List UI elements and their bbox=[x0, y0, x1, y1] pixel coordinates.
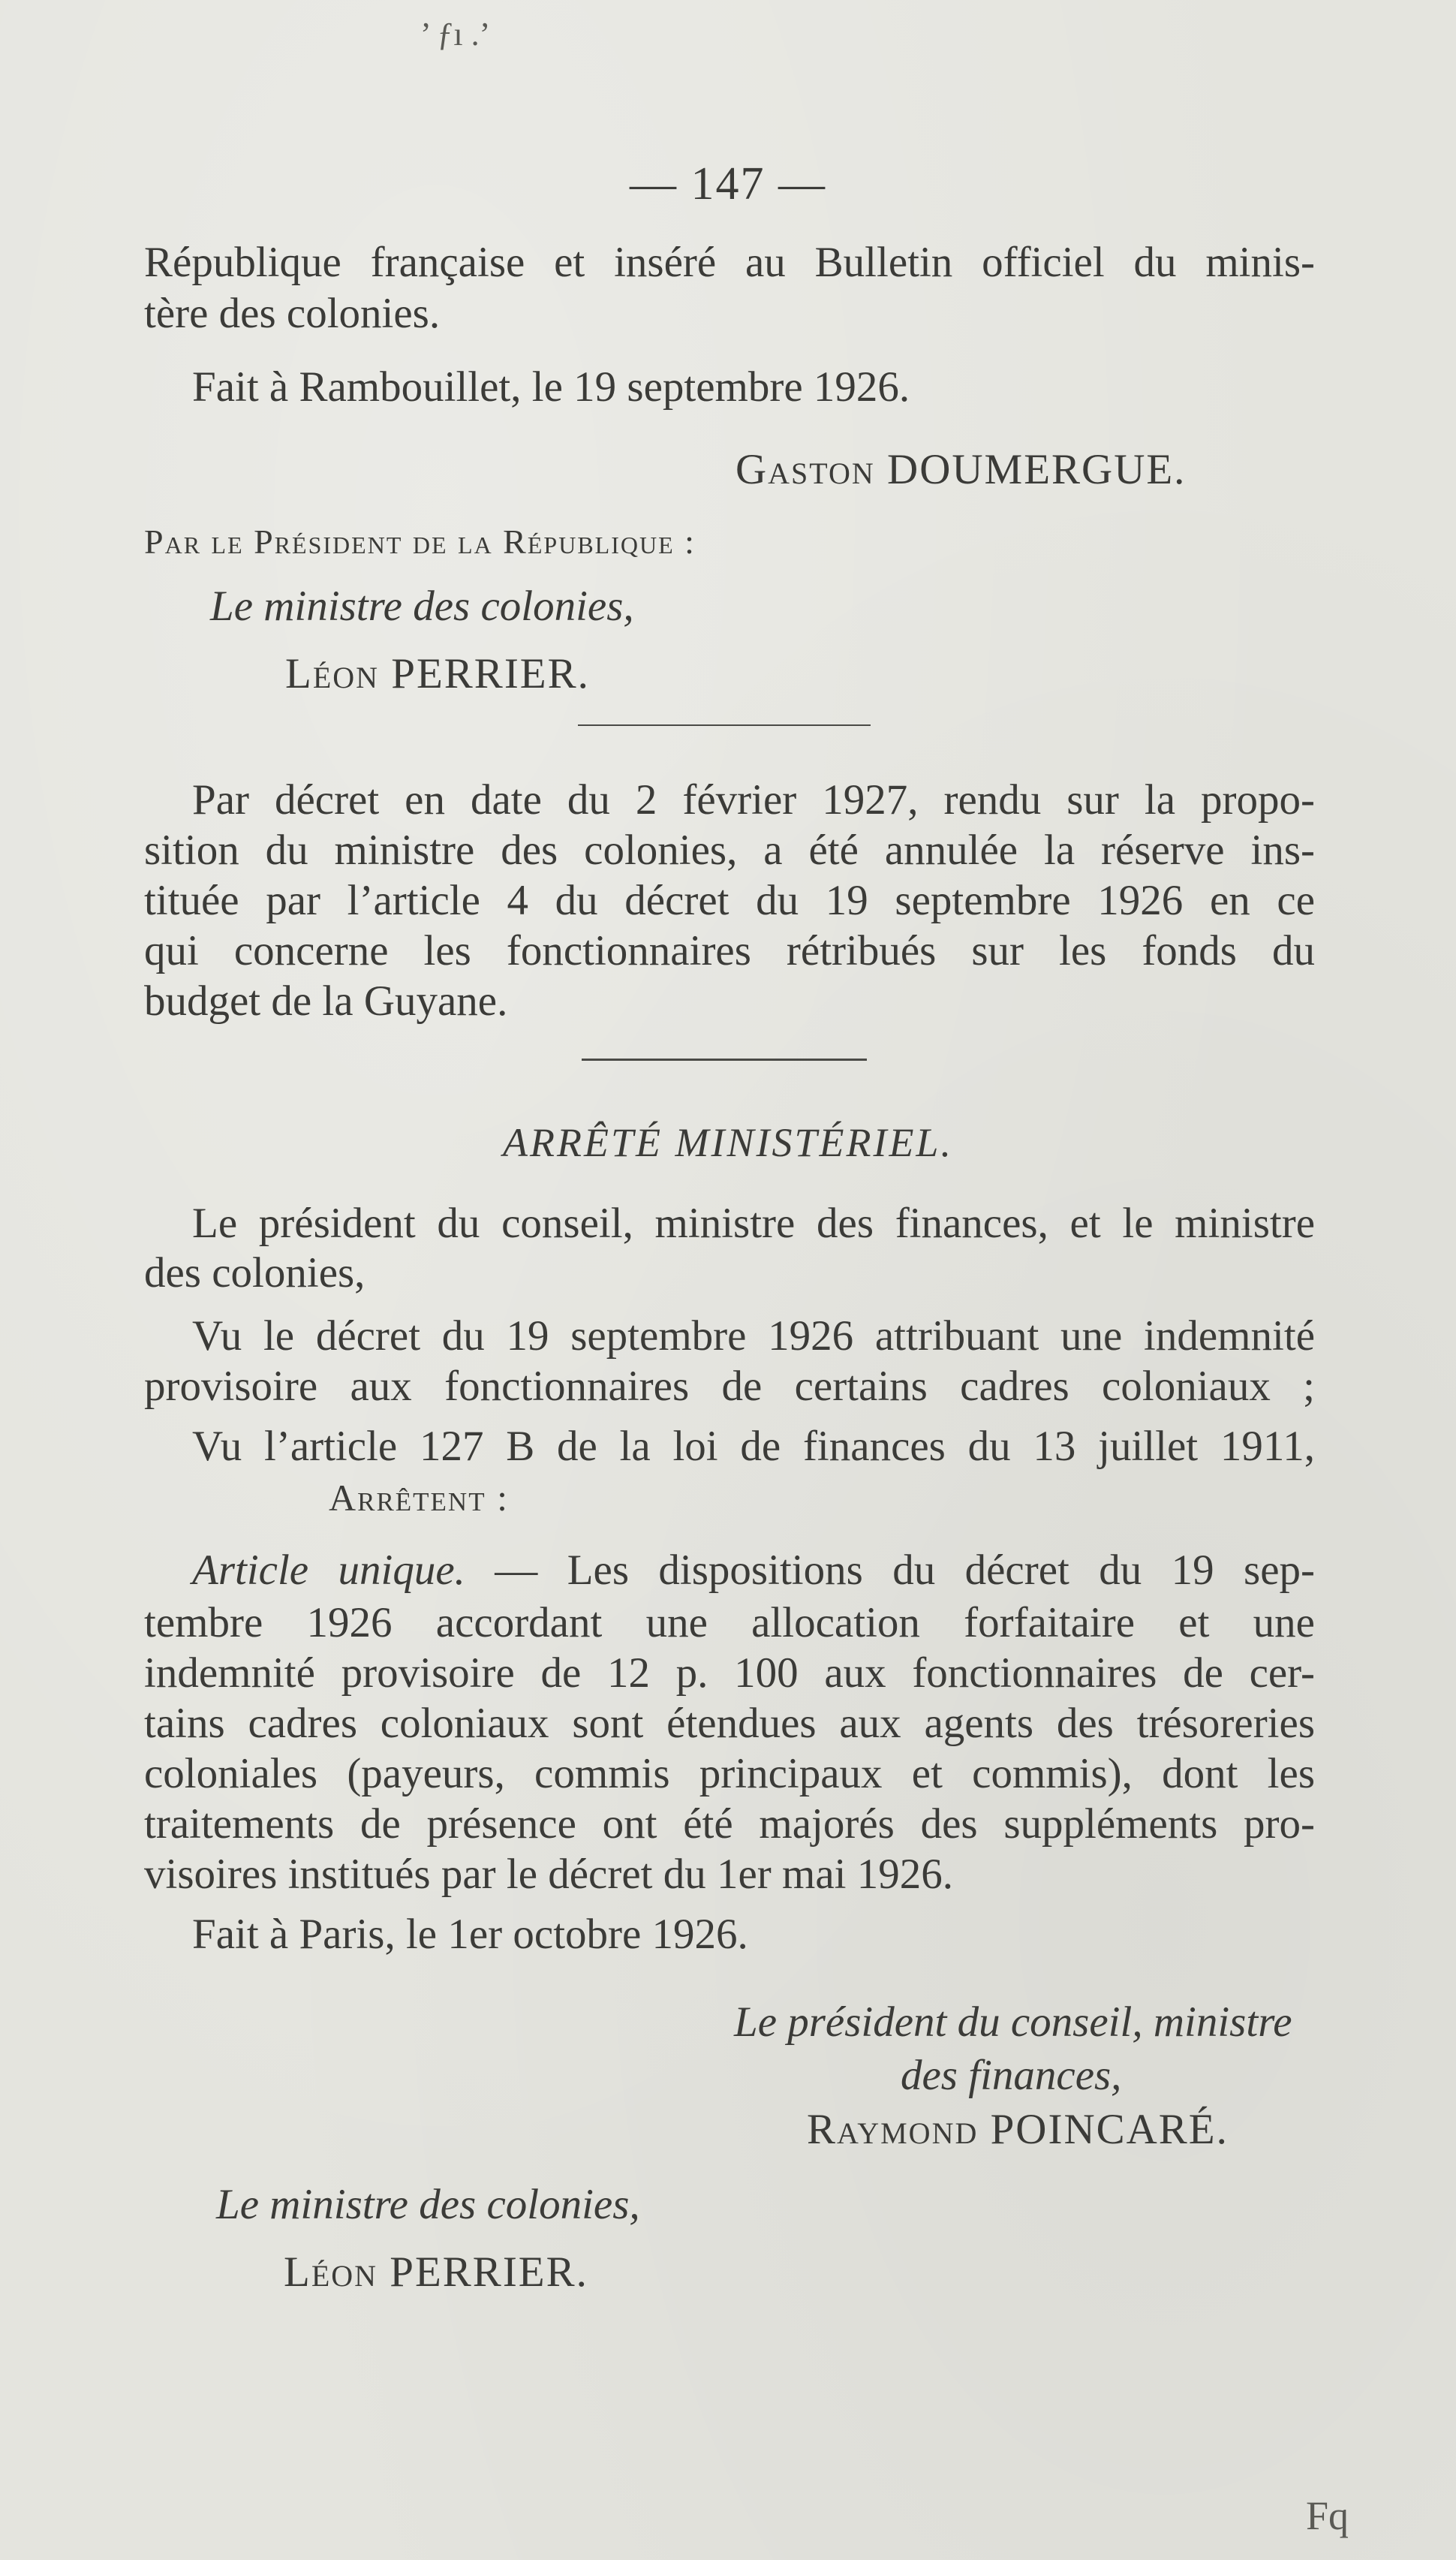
separator-rule-1 bbox=[578, 724, 871, 726]
arrete-line-5: Vu l’article 127 B de la loi de finances du 13 juillet 1911, bbox=[192, 1423, 1315, 1470]
article-line-5: coloniales (payeurs, commis principaux et commis), dont les bbox=[144, 1750, 1315, 1797]
arrete-line-2: des colonies, bbox=[144, 1249, 366, 1297]
block2-line-3: tituée par l’article 4 du décret du 19 septembre 1926 en ce bbox=[144, 877, 1315, 924]
page-bottom-mark: Fq bbox=[1306, 2493, 1349, 2538]
article-line-3: indemnité provisoire de 12 p. 100 aux fonctionnaires de cer- bbox=[144, 1649, 1315, 1697]
block1-minister-title: Le ministre des colonies, bbox=[210, 583, 634, 630]
block2-line-2: sition du ministre des colonies, a été annulée la réserve ins- bbox=[144, 827, 1315, 874]
block1-by-president: Par le Président de la République : bbox=[144, 523, 696, 561]
arrete-line-4: provisoire aux fonctionnaires de certains cadres coloniaux ; bbox=[144, 1363, 1315, 1410]
arrete-line-3: Vu le décret du 19 septembre 1926 attribuant une indemnité bbox=[192, 1312, 1315, 1360]
arrete-arretent: Arrêtent : bbox=[329, 1477, 509, 1519]
block1-minister-name: Léon PERRIER. bbox=[285, 650, 590, 697]
block2-line-5: budget de la Guyane. bbox=[144, 977, 508, 1025]
signatory2-name: Léon PERRIER. bbox=[284, 2248, 588, 2296]
signatory1-title-line2: des finances, bbox=[901, 2052, 1122, 2099]
block2-line-1: Par décret en date du 2 février 1927, rendu sur la propo- bbox=[192, 776, 1315, 824]
article-line-6: traitements de présence ont été majorés des suppléments pro- bbox=[144, 1800, 1315, 1848]
block1-signature: Gaston DOUMERGUE. bbox=[736, 446, 1187, 493]
block1-line-1: République française et inséré au Bulletin officiel du minis- bbox=[144, 239, 1315, 286]
article-line-4: tains cadres coloniaux sont étendues aux agents des trésoreries bbox=[144, 1700, 1315, 1747]
article-first-line bbox=[192, 1547, 1315, 1595]
article-line-2: tembre 1926 accordant une allocation forfaitaire et une bbox=[144, 1599, 1315, 1646]
block1-dated: Fait à Rambouillet, le 19 septembre 1926. bbox=[192, 363, 910, 411]
separator-rule-2 bbox=[582, 1059, 867, 1061]
arrete-dated: Fait à Paris, le 1er octobre 1926. bbox=[192, 1911, 748, 1958]
article-first-line-text: — Les dispositions du décret du 19 sep- bbox=[465, 1547, 1315, 1594]
article-line-7: visoires institués par le décret du 1er mai 1926. bbox=[144, 1851, 953, 1898]
signatory2-title: Le ministre des colonies, bbox=[216, 2181, 640, 2228]
block1-line-2: tère des colonies. bbox=[144, 290, 441, 337]
page-top-mark: ’ ƒı .’ bbox=[420, 16, 491, 53]
block2-line-4: qui concerne les fonctionnaires rétribués sur les fonds du bbox=[144, 927, 1315, 974]
page-number: — 147 — bbox=[630, 158, 826, 209]
article-label: Article unique. bbox=[192, 1547, 465, 1594]
arrete-line-1: Le président du conseil, ministre des finances, et le ministre bbox=[192, 1200, 1315, 1247]
signatory1-name: Raymond POINCARÉ. bbox=[807, 2106, 1229, 2153]
arrete-heading: ARRÊTÉ MINISTÉRIEL. bbox=[503, 1120, 953, 1165]
signatory1-title-line1: Le président du conseil, ministre bbox=[734, 1998, 1292, 2046]
